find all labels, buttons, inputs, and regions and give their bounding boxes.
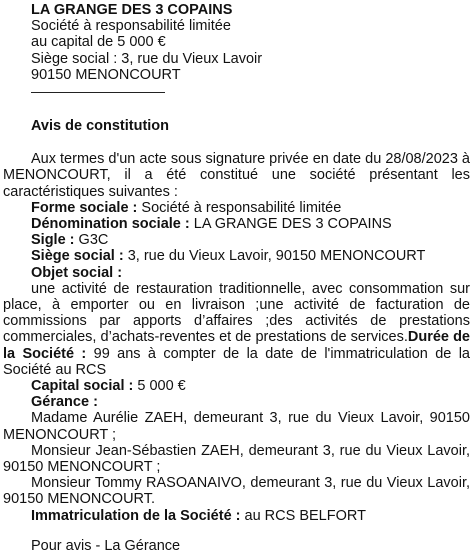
field-sigle	[31, 232, 470, 248]
field-value: au RCS BELFORT	[240, 507, 366, 524]
manager-item: Monsieur Jean-Sébastien ZAEH, demeurant 3, rue du Vieux Lavoir, 90150 MENONCOURT ;	[3, 442, 470, 476]
notice-intro: Aux termes d'un acte sous signature privée en date du 28/08/2023 à MENONCOURT, il a été constitué une société présentant les caractéristiques suivantes :	[3, 151, 470, 200]
duree-value: 99 ans à compter de la date de l'immatriculation de la Société au RCS	[3, 345, 470, 378]
field-label: Immatriculation de la Société :	[31, 507, 241, 524]
field-label: Gérance :	[31, 394, 98, 411]
field-value: Société à responsabilité limitée	[137, 199, 342, 216]
company-header	[3, 2, 470, 83]
field-forme	[31, 200, 470, 216]
field-value: 5 000 €	[133, 378, 186, 395]
field-label: Siège social :	[31, 248, 124, 265]
field-value: G3C	[74, 232, 109, 249]
notice-title: Avis de constitution	[31, 118, 170, 135]
field-label: Forme sociale :	[31, 199, 138, 216]
field-value: LA GRANGE DES 3 COPAINS	[189, 216, 392, 233]
managers-list	[3, 410, 470, 507]
objet-duree-paragraph	[3, 281, 470, 378]
company-seat: Siège social : 3, rue du Vieux Lavoir	[31, 50, 263, 67]
field-gerance	[31, 394, 470, 410]
field-value: 3, rue du Vieux Lavoir, 90150 MENONCOURT	[123, 248, 426, 265]
duree-label: Durée de la Société :	[3, 329, 470, 362]
company-capital: au capital de 5 000 €	[31, 34, 166, 51]
manager-item: Monsieur Tommy RASOANAIVO, demeurant 3, rue du Vieux Lavoir, 90150 MENONCOURT.	[3, 475, 470, 508]
field-label: Objet social :	[31, 264, 123, 281]
company-name: LA GRANGE DES 3 COPAINS	[31, 2, 233, 18]
field-siege	[31, 248, 470, 264]
objet-value: une activité de restauration traditionnelle, avec consommation sur place, à emporter ou en livraison ;une activité de facturation de commissions par apports d’affaires ;des activités de prestations commerciales, d’achats-reventes et de prestations de services.	[3, 280, 470, 346]
field-objet	[31, 265, 470, 281]
manager-item: Madame Aurélie ZAEH, demeurant 3, rue du Vieux Lavoir, 90150 MENONCOURT ;	[3, 410, 470, 443]
field-capital	[31, 378, 470, 394]
field-label: Sigle :	[31, 232, 75, 249]
company-form: Société à responsabilité limitée	[31, 18, 231, 35]
field-label: Dénomination sociale :	[31, 216, 190, 233]
field-denomination	[31, 216, 470, 232]
field-label: Capital social :	[31, 378, 134, 395]
legal-notice	[3, 2, 470, 554]
company-city: 90150 MENONCOURT	[31, 66, 181, 83]
closing-signature: Pour avis - La Gérance	[31, 537, 181, 554]
field-immatriculation	[31, 508, 470, 524]
separator-rule	[31, 83, 165, 93]
